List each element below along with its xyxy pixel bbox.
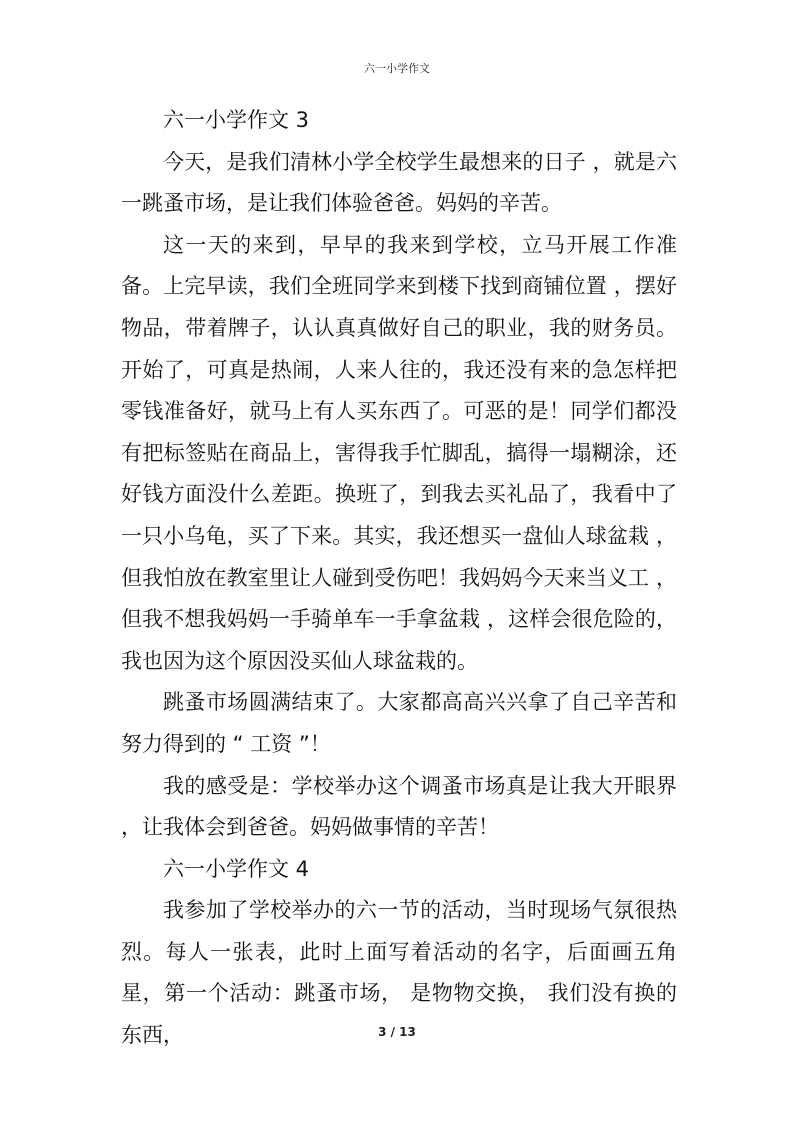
paragraph-5: 我参加了学校举办的六一节的活动，当时现场气氛很热烈。每人一张表，此时上面写着活动的名字，后面画五角星，第一个活动：跳蚤市场， 是物物交换， 我们没有换的东西， [121, 898, 677, 1048]
paragraph-1: 今天，是我们清林小学全校学生最想来的日子 ，就是六一跳蚤市场，是让我们体验爸爸。妈妈的辛苦。 [121, 149, 677, 216]
essay-heading-4: 六一小学作文 4 [163, 856, 310, 881]
page-number: 3 / 13 [378, 1025, 416, 1039]
paragraph-2: 这一天的来到，早早的我来到学校，立马开展工作准备。上完早读，我们全班同学来到楼下找到商铺位置 ，摆好物品，带着牌子，认认真真做好自己的职业，我的财务员。开始了，可真是热闹，人来人往的，我还没有来的急怎样把零钱准备好，就马上有人买东西了。可恶的是！同学们都没有把标签贴在商品上，害得我手忙脚乱，搞得一塌糊涂，还好钱方面没什么差距。换班了，到我去买礼品了，我看中了一只小乌龟，买了下来。其实，我还想买一盘仙人球盆栽 ，但我怕放在教室里让人碰到受伤吧！我妈妈今天来当义工 ，但我不想我妈妈一手骑单车一手拿盆栽 ，这样会很危险的，我也因为这个原因没买仙人球盆栽的。 [121, 232, 677, 673]
document-body [121, 100, 677, 1057]
essay-heading-3: 六一小学作文 3 [163, 108, 310, 132]
paragraph-3: 跳蚤市场圆满结束了。大家都高高兴兴拿了自己辛苦和努力得到的 “ 工资 ”！ [121, 690, 677, 756]
paragraph-4: 我的感受是：学校举办这个调蚤市场真是让我大开眼界 ，让我体会到爸爸。妈妈做事情的辛苦！ [121, 773, 677, 840]
running-header: 六一小学作文 [364, 62, 430, 75]
